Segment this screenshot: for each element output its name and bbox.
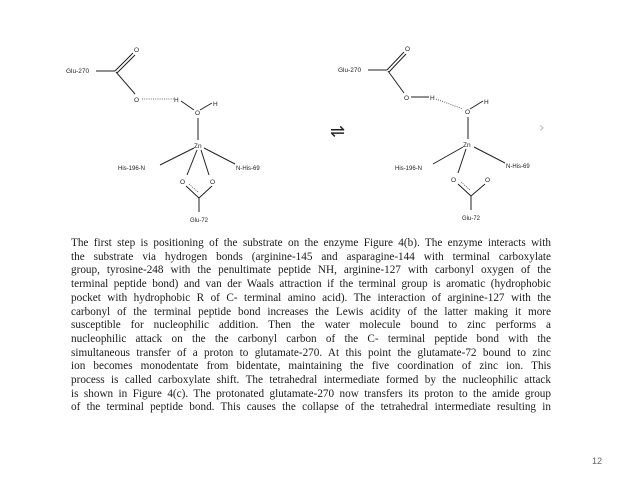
- body-line: process is called carboxylate shift. The tetrahedral intermediate formed by the nucleophilic attack: [71, 374, 551, 387]
- right-his196: His-196-N: [395, 166, 423, 172]
- right-his69: N-His-69: [506, 164, 530, 170]
- page-number: 12: [591, 456, 602, 466]
- left-oh-bond-2: [200, 103, 212, 110]
- body-line: is shown in Figure 4(c). The protonated glutamate-270 now transfers its proton to the amide group: [71, 387, 551, 400]
- right-o-top: O: [405, 46, 411, 53]
- body-line: ion becomes monodentate from bidentate, maintaining the five coordination of zinc ion. This: [71, 360, 551, 373]
- left-his69: N-His-69: [236, 166, 260, 172]
- right-glu72: Glu-72: [462, 216, 481, 222]
- right-zn-oa-bond: [458, 149, 466, 173]
- left-zn: Zn: [194, 143, 202, 150]
- right-co-bond-1: [387, 52, 404, 70]
- right-co-bond-2: [389, 54, 406, 72]
- body-line: susceptible for nucleophilic addition. Then the water molecule bound to zinc performs a: [71, 319, 551, 332]
- left-oh-bond-1: [181, 101, 194, 110]
- right-h-bridge: H: [430, 95, 435, 102]
- left-carbox-deloc: [189, 184, 198, 192]
- left-structure: [66, 47, 260, 224]
- right-h-water: H: [484, 99, 489, 106]
- right-carbox-1: [458, 184, 471, 196]
- left-o-top: O: [134, 47, 140, 54]
- left-o-b: O: [210, 179, 216, 186]
- body-line: of the terminal peptide bond. This causes the collapse of the tetrahedral intermediate resulting in: [71, 401, 551, 414]
- right-structure: [338, 46, 530, 222]
- left-zn-ob-bond: [201, 150, 209, 175]
- left-zn-his196-bond: [160, 148, 194, 165]
- left-co-bond-2: [117, 55, 135, 73]
- right-zn-his196-bond: [433, 147, 463, 164]
- body-paragraph: [71, 237, 551, 455]
- body-line: carbonyl of the terminal peptide bond increases the Lewis acidity of the latter making it more: [71, 305, 551, 318]
- right-hbond: [436, 99, 463, 109]
- right-o-left: O: [404, 95, 410, 102]
- left-zn-his69-bond: [204, 148, 235, 164]
- left-glu270-label: Glu-270: [66, 68, 90, 75]
- body-line: pocket with hydrophobic R of C- terminal amino acid). The interaction of arginine-127 with the: [71, 291, 551, 304]
- right-carbox-2: [471, 184, 485, 196]
- right-zn-his69-bond: [474, 147, 505, 163]
- right-co-single: [388, 71, 404, 93]
- left-o-left: O: [134, 97, 140, 104]
- body-line: nucleophilic attack on the the carbonyl carbon of the C- terminal peptide bond with the: [71, 332, 551, 345]
- right-oh-bond: [470, 101, 483, 109]
- body-line: The first step is positioning of the substrate on the enzyme Figure 4(b). The enzyme interacts with: [71, 237, 551, 249]
- body-line: group, tyrosine-248 with the penultimate peptide NH, arginine-127 with carbonyl oxygen of the: [71, 264, 551, 277]
- body-line: terminal peptide bond) and van der Waals attraction if the terminal group is aromatic (hydrophobic: [71, 278, 551, 291]
- right-zn: Zn: [463, 142, 471, 149]
- right-o-water: O: [465, 109, 471, 116]
- left-glu72: Glu-72: [190, 218, 209, 224]
- left-o-water: O: [195, 110, 201, 117]
- right-glu270-label: Glu-270: [338, 67, 362, 74]
- left-carbox-2: [199, 186, 212, 198]
- left-carbox-1: [186, 186, 199, 198]
- left-h-water: H: [213, 101, 218, 108]
- left-o-a: O: [180, 179, 186, 186]
- body-line: simultaneous transfer of a proton to glutamate-270. At this point the glutamate-72 bound to zinc: [71, 346, 551, 359]
- right-o-a: O: [451, 177, 457, 184]
- right-carbox-deloc: [461, 182, 470, 190]
- body-line: the substrate via hydrogen bonds (arginine-145 and asparagine-144 with terminal carboxylate: [71, 250, 551, 263]
- left-his196: His-196-N: [118, 166, 146, 172]
- right-o-b: O: [485, 177, 491, 184]
- equilibrium-arrow: ⇌: [330, 121, 346, 142]
- left-zn-oa-bond: [187, 150, 197, 175]
- left-co-single: [116, 72, 135, 94]
- side-mark: ›: [539, 120, 545, 136]
- left-co-bond-1: [115, 53, 133, 71]
- reaction-diagram: [0, 0, 638, 235]
- left-h-bridge: H: [174, 97, 179, 104]
